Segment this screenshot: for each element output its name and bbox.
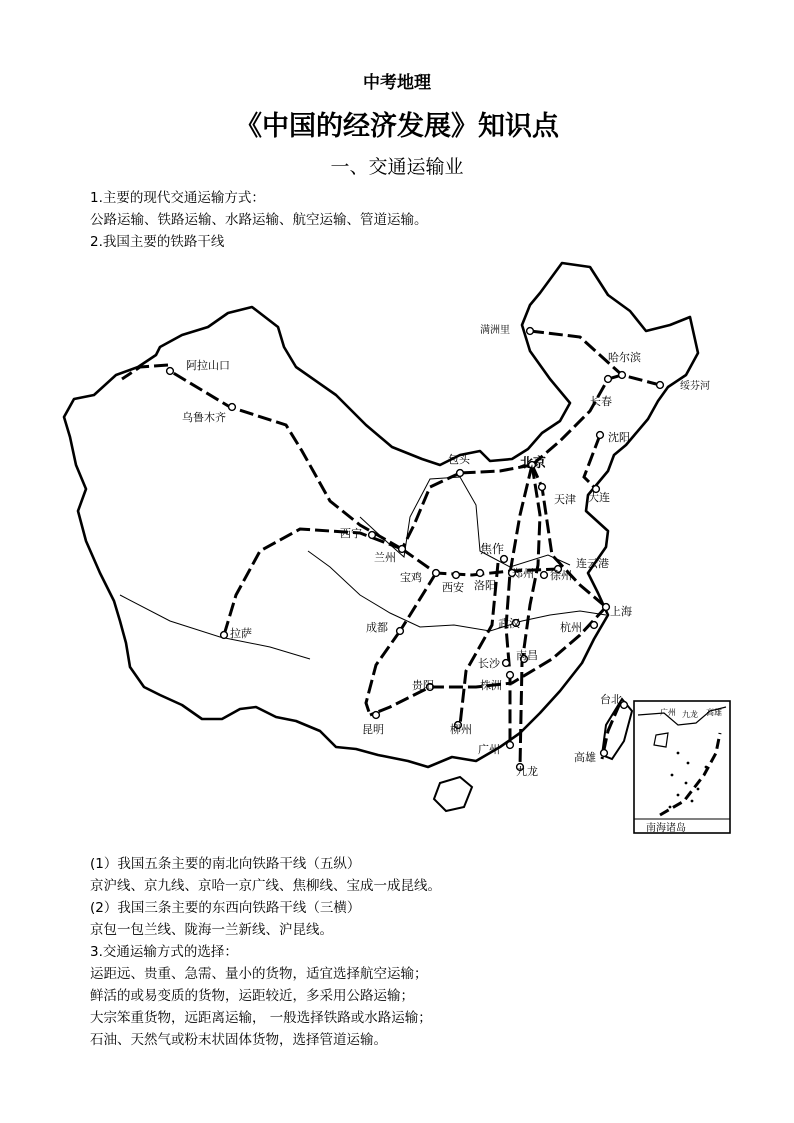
hainan-island <box>434 777 472 811</box>
city-label-nanchang: 南昌 <box>516 649 538 662</box>
city-marker-guangzhou <box>507 742 514 749</box>
city-label-chengdu: 成都 <box>366 621 388 634</box>
city-marker-chengdu <box>397 628 404 635</box>
huxian-line <box>122 365 168 379</box>
city-markers <box>167 328 664 771</box>
city-marker-hangzhou <box>591 622 598 629</box>
city-label-beijing: 北京 <box>520 456 547 471</box>
city-label-dalian: 大连 <box>588 491 610 504</box>
city-label-changsha: 长沙 <box>478 657 500 670</box>
document-title: 《中国的经济发展》知识点 <box>235 111 559 142</box>
qingzang-line <box>224 529 402 635</box>
city-marker-alashankou <box>167 368 174 375</box>
baolan-line <box>402 473 460 549</box>
city-label-suifenhe: 绥芬河 <box>680 381 710 392</box>
city-label-xuzhou: 徐州 <box>550 569 572 582</box>
city-label-zhuzhou: 株洲 <box>480 679 502 692</box>
q2-heading: 2.我国主要的铁路干线 <box>90 234 225 250</box>
china-border <box>64 263 698 767</box>
city-marker-jiaozuo <box>501 556 508 563</box>
city-marker-suifenhe <box>657 382 664 389</box>
subject-title: 中考地理 <box>363 73 431 93</box>
city-label-shanghai: 上海 <box>610 605 632 618</box>
city-marker-baoji <box>433 570 440 577</box>
city-label-kunming: 昆明 <box>362 723 384 736</box>
city-label-alashankou: 阿拉山口 <box>186 359 230 372</box>
railway-lines <box>122 331 660 767</box>
city-marker-shanghai <box>603 604 610 611</box>
inset-label-caption: 南海诸岛 <box>646 823 686 834</box>
city-label-urumqi: 乌鲁木齐 <box>182 411 226 424</box>
city-label-shenyang: 沈阳 <box>608 431 630 444</box>
city-marker-kunming <box>373 712 380 719</box>
city-label-wuhan: 武汉 <box>498 617 520 630</box>
city-marker-manzhouli <box>527 328 534 335</box>
city-marker-tianjin <box>539 484 546 491</box>
city-label-lanzhou: 兰州 <box>374 551 396 564</box>
inset-label-gaoxiong: 高雄 <box>706 708 722 717</box>
city-marker-lhasa <box>221 632 228 639</box>
city-label-jiulong: 九龙 <box>516 765 538 778</box>
city-label-changchun: 长春 <box>590 395 612 408</box>
section3-line: 石油、天然气或粉末状固体货物，选择管道运输。 <box>90 1032 387 1048</box>
city-marker-shenyang <box>597 432 604 439</box>
city-label-harbin: 哈尔滨 <box>608 351 641 364</box>
q1-answer: 公路运输、铁路运输、水路运输、航空运输、管道运输。 <box>90 212 428 228</box>
city-marker-xian <box>453 572 460 579</box>
city-marker-urumqi <box>229 404 236 411</box>
city-label-guangzhou: 广州 <box>478 743 500 756</box>
city-label-baotou: 包头 <box>448 453 470 466</box>
city-marker-xining <box>369 532 376 539</box>
section3-heading: 3.交通运输方式的选择： <box>90 944 238 960</box>
city-marker-xuzhou <box>541 572 548 579</box>
city-marker-lanzhou <box>399 546 406 553</box>
inset-label-jiulong: 九龙 <box>682 710 698 719</box>
section2-body: 京包一包兰线、陇海一兰新线、沪昆线。 <box>90 922 333 938</box>
city-label-baoji: 宝鸡 <box>400 571 422 584</box>
city-marker-zhuzhou <box>507 672 514 679</box>
section1-body: 京沪线、京九线、京哈一京广线、焦柳线、宝成一成昆线。 <box>90 878 441 894</box>
section3-line: 大宗笨重货物，远距离运输， 一般选择铁路或水路运输； <box>90 1010 432 1026</box>
section3-line: 运距远、贵重、急需、量小的货物，适宜选择航空运输； <box>90 966 428 982</box>
city-label-jiaozuo: 焦作 <box>480 542 505 556</box>
section2-heading: (2）我国三条主要的东西向铁路干线（三横） <box>90 900 361 916</box>
city-label-zhengzhou: 郑州 <box>512 567 534 580</box>
city-label-lhasa: 拉萨 <box>230 627 252 640</box>
south-china-sea-inset <box>634 701 730 833</box>
inset-label-guangzhou: 广州 <box>660 708 676 717</box>
city-label-xining: 西宁 <box>340 527 362 540</box>
jingguang-line <box>506 465 532 741</box>
yarlung-river <box>120 595 310 659</box>
city-marker-changchun <box>605 376 612 383</box>
city-label-guiyang: 贵阳 <box>412 679 434 692</box>
china-railway-map <box>60 255 740 845</box>
lanxin-line <box>170 371 402 549</box>
section3-line: 鲜活的或易变质的货物，运距较近，多采用公路运输； <box>90 988 414 1004</box>
city-marker-gaoxiong <box>601 750 608 757</box>
shenda-line <box>584 435 600 489</box>
jingha-line <box>532 375 622 465</box>
city-marker-luoyang <box>477 570 484 577</box>
city-label-lianyungang: 连云港 <box>576 557 609 570</box>
city-label-gaoxiong: 高雄 <box>574 751 596 764</box>
city-label-xian: 西安 <box>442 581 464 594</box>
city-label-luoyang: 洛阳 <box>474 579 496 592</box>
city-label-hangzhou: 杭州 <box>560 621 582 634</box>
city-marker-baotou <box>457 470 464 477</box>
city-marker-changsha <box>503 660 510 667</box>
section1-heading: (1）我国五条主要的南北向铁路干线（五纵） <box>90 856 361 872</box>
city-marker-harbin <box>619 372 626 379</box>
city-label-manzhouli: 满洲里 <box>480 325 510 336</box>
city-label-liuzhou: 柳州 <box>450 723 472 736</box>
q1-heading: 1.主要的现代交通运输方式： <box>90 190 265 206</box>
city-label-taibei: 台北 <box>600 693 622 706</box>
section-title: 一、交通运输业 <box>330 156 464 178</box>
chengkun-line <box>366 631 400 715</box>
city-label-tianjin: 天津 <box>554 493 576 506</box>
